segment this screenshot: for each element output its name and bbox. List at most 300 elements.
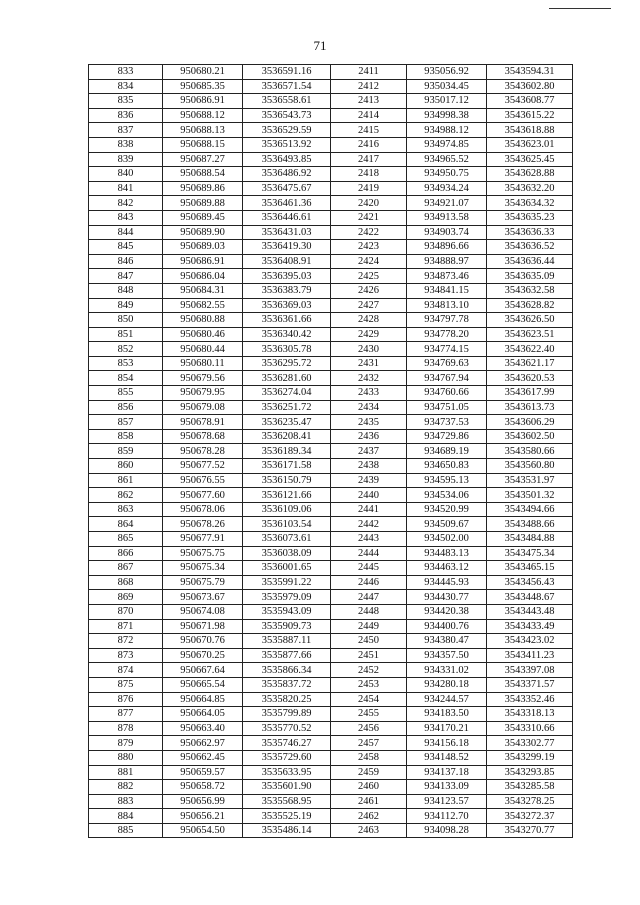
x-coordinate-left: 950673.67: [163, 590, 243, 605]
point-number-right: 2451: [331, 648, 407, 663]
y-coordinate-right: 3543620.53: [487, 371, 573, 386]
x-coordinate-left: 950664.05: [163, 707, 243, 722]
x-coordinate-left: 950656.99: [163, 794, 243, 809]
y-coordinate-left: 3536171.58: [243, 459, 331, 474]
y-coordinate-left: 3536369.03: [243, 298, 331, 313]
x-coordinate-right: 934689.19: [407, 444, 487, 459]
point-number-right: 2417: [331, 152, 407, 167]
point-number-right: 2429: [331, 327, 407, 342]
y-coordinate-left: 3536208.41: [243, 429, 331, 444]
point-number-right: 2422: [331, 225, 407, 240]
x-coordinate-right: 934098.28: [407, 823, 487, 838]
point-number-right: 2445: [331, 561, 407, 576]
point-number-right: 2456: [331, 721, 407, 736]
point-number-right: 2420: [331, 196, 407, 211]
x-coordinate-left: 950665.54: [163, 677, 243, 692]
point-number-right: 2447: [331, 590, 407, 605]
point-number-left: 853: [89, 356, 163, 371]
table-row: [89, 780, 573, 795]
y-coordinate-right: 3543632.58: [487, 283, 573, 298]
y-coordinate-left: 3536103.54: [243, 517, 331, 532]
point-number-left: 846: [89, 254, 163, 269]
table-row: [89, 386, 573, 401]
y-coordinate-left: 3536305.78: [243, 342, 331, 357]
page-number: 71: [313, 38, 327, 53]
x-coordinate-right: 934123.57: [407, 794, 487, 809]
x-coordinate-left: 950667.64: [163, 663, 243, 678]
point-number-right: 2419: [331, 181, 407, 196]
table-row: [89, 94, 573, 109]
point-number-right: 2411: [331, 65, 407, 80]
x-coordinate-left: 950686.91: [163, 254, 243, 269]
table-row: [89, 532, 573, 547]
point-number-right: 2418: [331, 167, 407, 182]
x-coordinate-left: 950689.03: [163, 240, 243, 255]
point-number-left: 861: [89, 473, 163, 488]
point-number-left: 838: [89, 137, 163, 152]
x-coordinate-right: 934650.83: [407, 459, 487, 474]
point-number-right: 2432: [331, 371, 407, 386]
y-coordinate-left: 3535746.27: [243, 736, 331, 751]
y-coordinate-left: 3535979.09: [243, 590, 331, 605]
point-number-right: 2412: [331, 79, 407, 94]
point-number-left: 851: [89, 327, 163, 342]
y-coordinate-right: 3543602.50: [487, 429, 573, 444]
point-number-right: 2426: [331, 283, 407, 298]
point-number-left: 884: [89, 809, 163, 824]
y-coordinate-left: 3536361.66: [243, 313, 331, 328]
x-coordinate-left: 950688.15: [163, 137, 243, 152]
point-number-right: 2453: [331, 677, 407, 692]
y-coordinate-right: 3543635.09: [487, 269, 573, 284]
y-coordinate-left: 3535877.66: [243, 648, 331, 663]
point-number-right: 2462: [331, 809, 407, 824]
x-coordinate-left: 950677.91: [163, 532, 243, 547]
y-coordinate-right: 3543475.34: [487, 546, 573, 561]
y-coordinate-right: 3543625.45: [487, 152, 573, 167]
point-number-left: 840: [89, 167, 163, 182]
y-coordinate-right: 3543613.73: [487, 400, 573, 415]
x-coordinate-left: 950678.91: [163, 415, 243, 430]
y-coordinate-left: 3535525.19: [243, 809, 331, 824]
table-row: [89, 167, 573, 182]
x-coordinate-right: 934430.77: [407, 590, 487, 605]
point-number-right: 2435: [331, 415, 407, 430]
y-coordinate-left: 3535866.34: [243, 663, 331, 678]
x-coordinate-right: 934463.12: [407, 561, 487, 576]
point-number-right: 2454: [331, 692, 407, 707]
x-coordinate-right: 934729.86: [407, 429, 487, 444]
x-coordinate-right: 934137.18: [407, 765, 487, 780]
x-coordinate-left: 950664.85: [163, 692, 243, 707]
x-coordinate-right: 934156.18: [407, 736, 487, 751]
y-coordinate-right: 3543531.97: [487, 473, 573, 488]
x-coordinate-left: 950682.55: [163, 298, 243, 313]
y-coordinate-right: 3543397.08: [487, 663, 573, 678]
x-coordinate-left: 950675.79: [163, 575, 243, 590]
y-coordinate-left: 3536189.34: [243, 444, 331, 459]
table-row: [89, 561, 573, 576]
y-coordinate-left: 3536274.04: [243, 386, 331, 401]
x-coordinate-right: 935056.92: [407, 65, 487, 80]
y-coordinate-left: 3535943.09: [243, 604, 331, 619]
x-coordinate-right: 934183.50: [407, 707, 487, 722]
table-row: [89, 181, 573, 196]
point-number-right: 2430: [331, 342, 407, 357]
x-coordinate-right: 935034.45: [407, 79, 487, 94]
x-coordinate-right: 934357.50: [407, 648, 487, 663]
point-number-left: 841: [89, 181, 163, 196]
y-coordinate-right: 3543623.51: [487, 327, 573, 342]
x-coordinate-right: 934888.97: [407, 254, 487, 269]
point-number-right: 2455: [331, 707, 407, 722]
table-row: [89, 575, 573, 590]
table-row: [89, 619, 573, 634]
y-coordinate-left: 3536408.91: [243, 254, 331, 269]
y-coordinate-right: 3543608.77: [487, 94, 573, 109]
table-row: [89, 648, 573, 663]
y-coordinate-right: 3543302.77: [487, 736, 573, 751]
point-number-left: 850: [89, 313, 163, 328]
x-coordinate-left: 950686.91: [163, 94, 243, 109]
table-row: [89, 590, 573, 605]
y-coordinate-left: 3536529.59: [243, 123, 331, 138]
y-coordinate-right: 3543636.33: [487, 225, 573, 240]
y-coordinate-right: 3543628.82: [487, 298, 573, 313]
point-number-left: 882: [89, 780, 163, 795]
x-coordinate-left: 950680.44: [163, 342, 243, 357]
y-coordinate-left: 3536571.54: [243, 79, 331, 94]
y-coordinate-left: 3536001.65: [243, 561, 331, 576]
x-coordinate-left: 950678.68: [163, 429, 243, 444]
x-coordinate-right: 934112.70: [407, 809, 487, 824]
y-coordinate-left: 3536475.67: [243, 181, 331, 196]
point-number-right: 2423: [331, 240, 407, 255]
x-coordinate-left: 950675.75: [163, 546, 243, 561]
y-coordinate-left: 3536558.61: [243, 94, 331, 109]
x-coordinate-left: 950689.90: [163, 225, 243, 240]
x-coordinate-right: 934769.63: [407, 356, 487, 371]
point-number-left: 856: [89, 400, 163, 415]
y-coordinate-left: 3536038.09: [243, 546, 331, 561]
y-coordinate-right: 3543433.49: [487, 619, 573, 634]
x-coordinate-left: 950676.55: [163, 473, 243, 488]
y-coordinate-right: 3543488.66: [487, 517, 573, 532]
x-coordinate-right: 934400.76: [407, 619, 487, 634]
x-coordinate-left: 950677.60: [163, 488, 243, 503]
point-number-left: 874: [89, 663, 163, 678]
table-row: [89, 123, 573, 138]
table-row: [89, 707, 573, 722]
y-coordinate-left: 3536109.06: [243, 502, 331, 517]
point-number-left: 863: [89, 502, 163, 517]
x-coordinate-left: 950678.28: [163, 444, 243, 459]
y-coordinate-right: 3543622.40: [487, 342, 573, 357]
x-coordinate-left: 950679.95: [163, 386, 243, 401]
y-coordinate-right: 3543617.99: [487, 386, 573, 401]
x-coordinate-right: 934170.21: [407, 721, 487, 736]
point-number-left: 845: [89, 240, 163, 255]
point-number-right: 2433: [331, 386, 407, 401]
table-row: [89, 225, 573, 240]
table-row: [89, 604, 573, 619]
point-number-left: 881: [89, 765, 163, 780]
point-number-left: 854: [89, 371, 163, 386]
point-number-left: 852: [89, 342, 163, 357]
table-row: [89, 488, 573, 503]
table-row: [89, 79, 573, 94]
point-number-right: 2427: [331, 298, 407, 313]
point-number-right: 2437: [331, 444, 407, 459]
x-coordinate-left: 950656.21: [163, 809, 243, 824]
point-number-left: 842: [89, 196, 163, 211]
table-row: [89, 342, 573, 357]
x-coordinate-left: 950688.13: [163, 123, 243, 138]
x-coordinate-right: 934974.85: [407, 137, 487, 152]
x-coordinate-right: 934509.67: [407, 517, 487, 532]
x-coordinate-left: 950680.21: [163, 65, 243, 80]
x-coordinate-right: 934873.46: [407, 269, 487, 284]
table-row: [89, 634, 573, 649]
y-coordinate-left: 3535909.73: [243, 619, 331, 634]
point-number-right: 2431: [331, 356, 407, 371]
point-number-right: 2441: [331, 502, 407, 517]
point-number-left: 834: [89, 79, 163, 94]
x-coordinate-left: 950663.40: [163, 721, 243, 736]
table-row: [89, 356, 573, 371]
point-number-left: 871: [89, 619, 163, 634]
point-number-right: 2434: [331, 400, 407, 415]
table-row: [89, 502, 573, 517]
y-coordinate-left: 3536395.03: [243, 269, 331, 284]
table-row: [89, 765, 573, 780]
y-coordinate-left: 3535991.22: [243, 575, 331, 590]
point-number-right: 2461: [331, 794, 407, 809]
x-coordinate-right: 934760.66: [407, 386, 487, 401]
table-row: [89, 269, 573, 284]
y-coordinate-right: 3543448.67: [487, 590, 573, 605]
table-row: [89, 210, 573, 225]
point-number-right: 2416: [331, 137, 407, 152]
point-number-right: 2440: [331, 488, 407, 503]
point-number-right: 2452: [331, 663, 407, 678]
x-coordinate-left: 950687.27: [163, 152, 243, 167]
table-row: [89, 137, 573, 152]
table-row: [89, 108, 573, 123]
point-number-left: 847: [89, 269, 163, 284]
point-number-left: 864: [89, 517, 163, 532]
table-row: [89, 794, 573, 809]
point-number-right: 2449: [331, 619, 407, 634]
table-row: [89, 444, 573, 459]
y-coordinate-right: 3543580.66: [487, 444, 573, 459]
point-number-left: 883: [89, 794, 163, 809]
x-coordinate-left: 950680.46: [163, 327, 243, 342]
y-coordinate-right: 3543602.80: [487, 79, 573, 94]
point-number-right: 2428: [331, 313, 407, 328]
x-coordinate-left: 950688.54: [163, 167, 243, 182]
point-number-left: 870: [89, 604, 163, 619]
y-coordinate-left: 3535799.89: [243, 707, 331, 722]
y-coordinate-right: 3543621.17: [487, 356, 573, 371]
x-coordinate-right: 934767.94: [407, 371, 487, 386]
x-coordinate-left: 950675.34: [163, 561, 243, 576]
point-number-left: 869: [89, 590, 163, 605]
table-row: [89, 517, 573, 532]
point-number-right: 2425: [331, 269, 407, 284]
y-coordinate-right: 3543632.20: [487, 181, 573, 196]
point-number-left: 859: [89, 444, 163, 459]
point-number-right: 2439: [331, 473, 407, 488]
y-coordinate-left: 3536513.92: [243, 137, 331, 152]
y-coordinate-right: 3543456.43: [487, 575, 573, 590]
y-coordinate-left: 3535486.14: [243, 823, 331, 838]
table-row: [89, 283, 573, 298]
x-coordinate-right: 934988.12: [407, 123, 487, 138]
x-coordinate-right: 934950.75: [407, 167, 487, 182]
table-row: [89, 823, 573, 838]
point-number-right: 2463: [331, 823, 407, 838]
x-coordinate-left: 950658.72: [163, 780, 243, 795]
y-coordinate-right: 3543606.29: [487, 415, 573, 430]
point-number-left: 860: [89, 459, 163, 474]
x-coordinate-left: 950679.08: [163, 400, 243, 415]
x-coordinate-left: 950680.11: [163, 356, 243, 371]
x-coordinate-right: 934813.10: [407, 298, 487, 313]
coordinates-table-body: [89, 65, 573, 838]
x-coordinate-left: 950689.86: [163, 181, 243, 196]
y-coordinate-right: 3543443.48: [487, 604, 573, 619]
y-coordinate-right: 3543484.88: [487, 532, 573, 547]
x-coordinate-left: 950659.57: [163, 765, 243, 780]
y-coordinate-left: 3536073.61: [243, 532, 331, 547]
x-coordinate-right: 934148.52: [407, 750, 487, 765]
x-coordinate-right: 934420.38: [407, 604, 487, 619]
x-coordinate-right: 934965.52: [407, 152, 487, 167]
point-number-left: 885: [89, 823, 163, 838]
point-number-left: 837: [89, 123, 163, 138]
y-coordinate-right: 3543594.31: [487, 65, 573, 80]
x-coordinate-right: 934244.57: [407, 692, 487, 707]
table-row: [89, 152, 573, 167]
y-coordinate-left: 3535820.25: [243, 692, 331, 707]
point-number-left: 865: [89, 532, 163, 547]
x-coordinate-left: 950662.45: [163, 750, 243, 765]
table-row: [89, 736, 573, 751]
point-number-left: 855: [89, 386, 163, 401]
y-coordinate-left: 3536383.79: [243, 283, 331, 298]
y-coordinate-right: 3543615.22: [487, 108, 573, 123]
table-row: [89, 298, 573, 313]
point-number-left: 833: [89, 65, 163, 80]
point-number-left: 844: [89, 225, 163, 240]
y-coordinate-left: 3536281.60: [243, 371, 331, 386]
x-coordinate-right: 934331.02: [407, 663, 487, 678]
table-row: [89, 809, 573, 824]
y-coordinate-right: 3543423.02: [487, 634, 573, 649]
point-number-right: 2415: [331, 123, 407, 138]
table-row: [89, 429, 573, 444]
point-number-right: 2424: [331, 254, 407, 269]
y-coordinate-right: 3543318.13: [487, 707, 573, 722]
point-number-left: 849: [89, 298, 163, 313]
y-coordinate-right: 3543270.77: [487, 823, 573, 838]
table-row: [89, 400, 573, 415]
y-coordinate-right: 3543501.32: [487, 488, 573, 503]
point-number-left: 868: [89, 575, 163, 590]
table-row: [89, 692, 573, 707]
x-coordinate-left: 950678.06: [163, 502, 243, 517]
point-number-right: 2443: [331, 532, 407, 547]
table-row: [89, 750, 573, 765]
y-coordinate-right: 3543623.01: [487, 137, 573, 152]
x-coordinate-right: 934774.15: [407, 342, 487, 357]
x-coordinate-right: 934841.15: [407, 283, 487, 298]
x-coordinate-right: 934751.05: [407, 400, 487, 415]
point-number-left: 879: [89, 736, 163, 751]
x-coordinate-right: 934896.66: [407, 240, 487, 255]
y-coordinate-right: 3543626.50: [487, 313, 573, 328]
y-coordinate-left: 3536295.72: [243, 356, 331, 371]
point-number-left: 877: [89, 707, 163, 722]
x-coordinate-right: 934502.00: [407, 532, 487, 547]
point-number-left: 873: [89, 648, 163, 663]
point-number-left: 876: [89, 692, 163, 707]
table-row: [89, 254, 573, 269]
y-coordinate-right: 3543636.44: [487, 254, 573, 269]
y-coordinate-left: 3536150.79: [243, 473, 331, 488]
point-number-left: 857: [89, 415, 163, 430]
y-coordinate-right: 3543310.66: [487, 721, 573, 736]
point-number-left: 878: [89, 721, 163, 736]
x-coordinate-left: 950671.98: [163, 619, 243, 634]
y-coordinate-left: 3536251.72: [243, 400, 331, 415]
point-number-right: 2413: [331, 94, 407, 109]
point-number-left: 835: [89, 94, 163, 109]
x-coordinate-right: 934797.78: [407, 313, 487, 328]
x-coordinate-left: 950670.76: [163, 634, 243, 649]
y-coordinate-right: 3543636.52: [487, 240, 573, 255]
table-row: [89, 459, 573, 474]
table-row: [89, 371, 573, 386]
x-coordinate-right: 934778.20: [407, 327, 487, 342]
y-coordinate-right: 3543628.88: [487, 167, 573, 182]
y-coordinate-left: 3536543.73: [243, 108, 331, 123]
point-number-right: 2448: [331, 604, 407, 619]
table-row: [89, 313, 573, 328]
x-coordinate-left: 950688.12: [163, 108, 243, 123]
y-coordinate-right: 3543293.85: [487, 765, 573, 780]
x-coordinate-left: 950674.08: [163, 604, 243, 619]
x-coordinate-right: 935017.12: [407, 94, 487, 109]
point-number-right: 2450: [331, 634, 407, 649]
point-number-left: 862: [89, 488, 163, 503]
y-coordinate-right: 3543352.46: [487, 692, 573, 707]
table-row: [89, 721, 573, 736]
y-coordinate-right: 3543371.57: [487, 677, 573, 692]
x-coordinate-right: 934998.38: [407, 108, 487, 123]
x-coordinate-left: 950679.56: [163, 371, 243, 386]
y-coordinate-left: 3535837.72: [243, 677, 331, 692]
y-coordinate-right: 3543285.58: [487, 780, 573, 795]
coordinates-table: [88, 64, 573, 838]
table-row: [89, 415, 573, 430]
x-coordinate-right: 934737.53: [407, 415, 487, 430]
point-number-left: 839: [89, 152, 163, 167]
header-rule: [549, 8, 611, 9]
point-number-left: 858: [89, 429, 163, 444]
point-number-right: 2444: [331, 546, 407, 561]
